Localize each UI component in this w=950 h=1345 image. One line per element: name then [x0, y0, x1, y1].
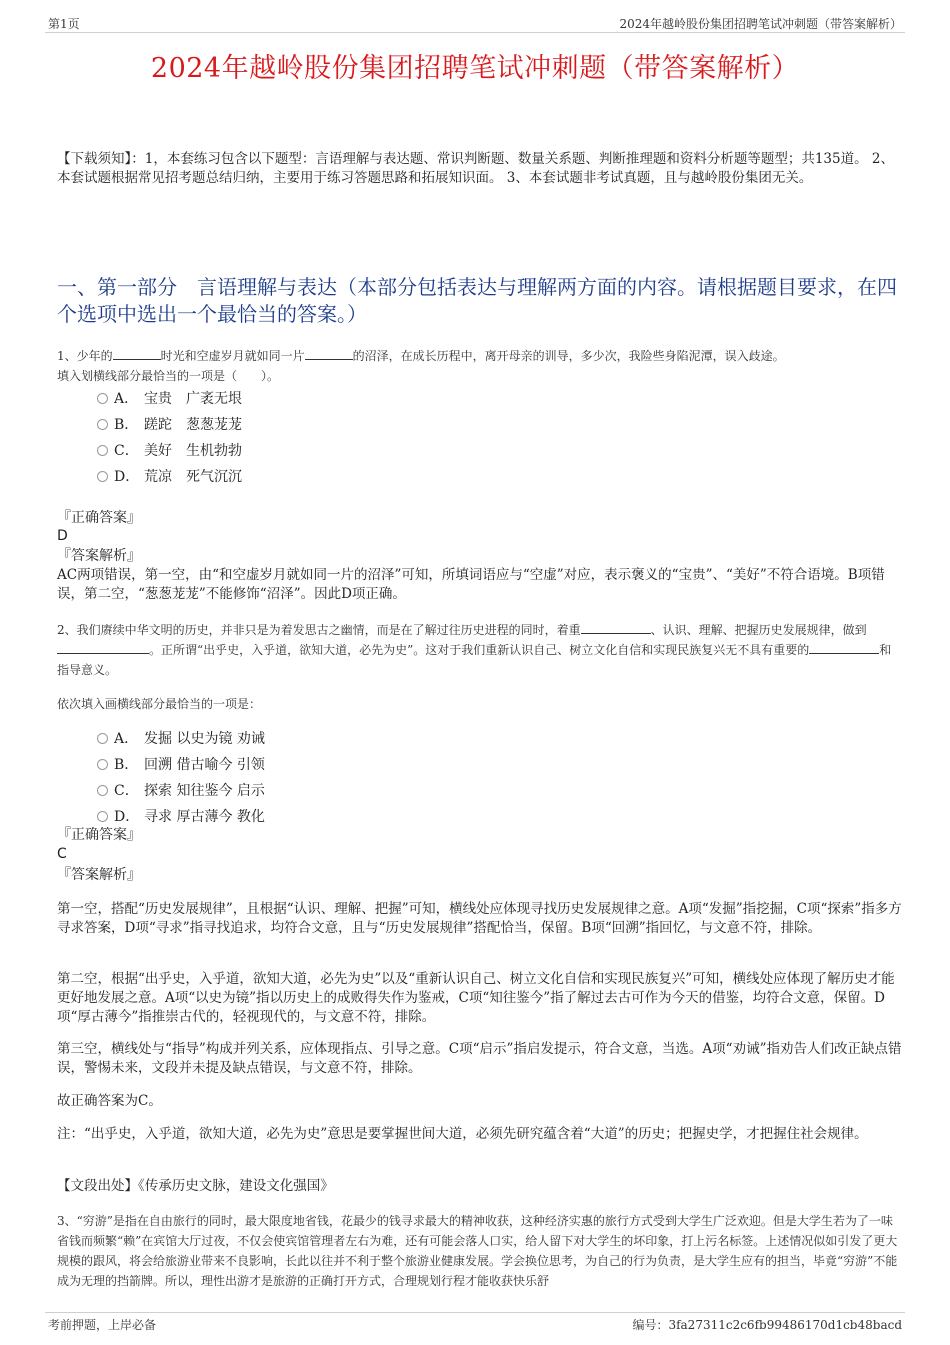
- page-footer: [45, 1312, 905, 1331]
- q2-answer: C: [57, 846, 67, 862]
- page-header: [45, 14, 905, 33]
- document-title: 2024年越岭股份集团招聘笔试冲刺题（带答案解析）: [150, 53, 800, 84]
- q1-answer-label: 『正确答案』: [57, 510, 141, 526]
- q1-option-a[interactable]: A． 宝贵 广袤无垠: [97, 389, 242, 409]
- q1-answer: D: [57, 528, 68, 544]
- radio-icon[interactable]: [97, 759, 108, 770]
- blank-line: [57, 641, 149, 654]
- q2-analysis-note: 注：“出乎史，入乎道，欲知大道，必先为史”意思是要掌握世间大道，必须先研究蕴含着“大道”的历史；把握史学，才把握住社会规律。: [57, 1126, 868, 1142]
- q2-option-d[interactable]: D． 寻求 厚古薄今 教化: [97, 807, 265, 827]
- header-doc-title: 2024年越岭股份集团招聘笔试冲刺题（带答案解析）: [619, 17, 902, 31]
- radio-icon[interactable]: [97, 393, 108, 404]
- q1-prompt: 填入划横线部分最恰当的一项是（ ）。: [57, 369, 280, 383]
- q2-analysis-para-2: 第二空，根据“出乎史，入乎道，欲知大道，必先为史”以及“重新认识自己、树立文化自信和实现民族复兴”可知，横线处应体现了解历史才能更好地发展之意。A项“以史为镜”指以历史上的成败得失作为鉴戒，C项“知往鉴今”指了解过去古可作为今天的借鉴，均符合文意，保留。D项“厚古薄今”指推崇古代的，轻视现代的，与文意不符，排除。: [57, 971, 895, 1025]
- q1-option-d[interactable]: D． 荒凉 死气沉沉: [97, 467, 242, 487]
- radio-icon[interactable]: [97, 733, 108, 744]
- q2-option-a[interactable]: A． 发掘 以史为镜 劝诫: [97, 729, 265, 749]
- q1-analysis-label: 『答案解析』: [57, 548, 141, 564]
- blank-line: [113, 347, 161, 360]
- q2-analysis-conclusion: 故正确答案为C。: [57, 1093, 162, 1109]
- section-title: 一、第一部分 言语理解与表达（本部分包括表达与理解两方面的内容。请根据题目要求，在四个选项中选出一个最恰当的答案。）: [57, 275, 897, 326]
- blank-line: [581, 621, 651, 634]
- radio-icon[interactable]: [97, 785, 108, 796]
- q2-answer-label: 『正确答案』: [57, 827, 141, 843]
- footer-slogan: 考前押题，上岸必备: [48, 1318, 157, 1332]
- q1-option-b[interactable]: B． 蹉跎 葱葱茏茏: [97, 415, 242, 435]
- page-number: 第1页: [48, 17, 80, 31]
- radio-icon[interactable]: [97, 419, 108, 430]
- q1-stem: 1、少年的 时光和空虚岁月就如同一片 的沼泽，在成长历程中，离开母亲的训导，多少次，我险些身陷泥潭，误入歧途。 填入划横线部分最恰当的一项是（ ）。: [57, 349, 785, 383]
- q1-analysis: AC两项错误，第一空，由“和空虚岁月就如同一片的沼泽”可知，所填词语应与“空虚”对应，表示褒义的“宝贵”、“美好”不符合语境。B项错误，第二空，“葱葱茏茏”不能修饰“沼泽”。因此D项正确。: [57, 567, 885, 602]
- q2-option-c[interactable]: C． 探索 知往鉴今 启示: [97, 781, 265, 801]
- blank-line: [809, 641, 879, 654]
- q3-stem: 3、“穷游”是指在自由旅行的同时，最大限度地省钱，花最少的钱寻求最大的精神收获，这种经济实惠的旅行方式受到大学生广泛欢迎。但是大学生若为了一味省钱而频繁“赖”在宾馆大厅过夜，不仅会使宾馆管理者左右为难，还有可能会落人口实，给人留下对大学生的坏印象，打上污名标签。上述情况似如引发了更大规模的跟风，将会给旅游业带来不良影响，长此以往并不利于整个旅游业健康发展。学会换位思考，为自己的行为负责，是大学生应有的担当，毕竟“穷游”不能成为无理的挡箭牌。所以，理性出游才是旅游的正确打开方式，合理规划行程才能收获快乐舒: [57, 1214, 898, 1288]
- q2-analysis-para-1: 第一空，搭配“历史发展规律”，且根据“认识、理解、把握”可知，横线处应体现寻找历史发展规律之意。A项“发掘”指挖掘，C项“探索”指多方寻求答案，D项“寻求”指寻找追求，均符合文意，且与“历史发展规律”搭配恰当，保留。B项“回溯”指回忆，与文意不符，排除。: [57, 901, 902, 936]
- q2-analysis-para-3: 第三空，横线处与“指导”构成并列关系，应体现指点、引导之意。C项“启示”指启发提示，符合文意，当选。A项“劝诫”指劝告人们改正缺点错误，警惕未来，文段并未提及缺点错误，与文意不符，排除。: [57, 1041, 902, 1076]
- blank-line: [305, 347, 353, 360]
- radio-icon[interactable]: [97, 811, 108, 822]
- radio-icon[interactable]: [97, 471, 108, 482]
- q2-stem: 2、我们赓续中华文明的历史，并非只是为着发思古之幽情，而是在了解过往历史进程的同时，着重 、认识、理解、把握历史发展规律，做到。正所谓“出乎史，入乎道，欲知大道，必先为史”。这对于我们重新认识自己、树立文化自信和实现民族复兴无不具有重要的 和指导意义。: [57, 623, 892, 677]
- q1-option-c[interactable]: C． 美好 生机勃勃: [97, 441, 242, 461]
- download-notice: 【下载须知】：1，本套练习包含以下题型：言语理解与表达题、常识判断题、数量关系题、判断推理题和资料分析题等题型；共135道。 2、本套试题根据常见招考题总结归纳，主要用于练习答题思路和拓展知识面。 3、本套试题非考试真题，且与越岭股份集团无关。: [57, 151, 894, 186]
- footer-serial: 编号：3fa27311c2c6fb99486170d1cb48bacd: [632, 1318, 902, 1332]
- q2-source: 【文段出处】《传承历史文脉，建设文化强国》: [57, 1178, 334, 1194]
- q2-option-b[interactable]: B． 回溯 借古喻今 引领: [97, 755, 265, 775]
- q2-analysis-label: 『答案解析』: [57, 867, 141, 883]
- radio-icon[interactable]: [97, 445, 108, 456]
- q2-prompt: 依次填入画横线部分最恰当的一项是：: [57, 697, 262, 711]
